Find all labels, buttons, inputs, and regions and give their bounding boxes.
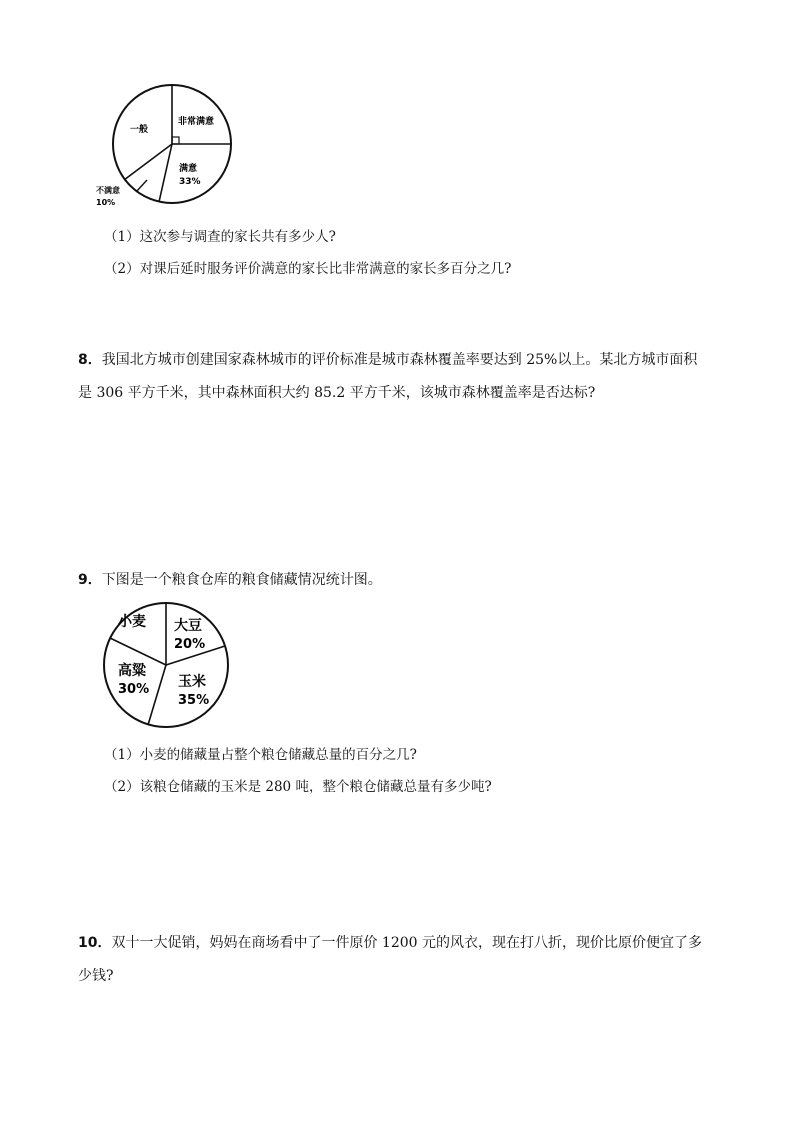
question-number: 8．: [78, 352, 102, 368]
question-number: 10．: [78, 935, 112, 951]
grain-storage-pie-chart: [100, 598, 235, 735]
question-10-line2: 少钱?: [78, 968, 114, 984]
q9-subquestion-2: （2）该粮仓储藏的玉米是 280 吨，整个粮仓储藏总量有多少吨?: [104, 779, 492, 795]
question-text-line1: 我国北方城市创建国家森林城市的评价标准是城市森林覆盖率要达到 25%以上。某北方城市面积: [101, 352, 698, 368]
question-9: [78, 566, 382, 594]
slice-label-satisfied: 满意: [179, 164, 198, 174]
slice-label-sorghum: 高粱: [118, 663, 146, 679]
slice-value-dissatisfied: 10%: [96, 198, 116, 207]
slice-label-corn: 玉米: [178, 674, 206, 690]
slice-label-very-satisfied: 非常满意: [178, 117, 215, 127]
satisfaction-pie-chart: [90, 80, 240, 215]
q7-subquestion-2: （2）对课后延时服务评价满意的家长比非常满意的家长多百分之几?: [104, 261, 512, 277]
slice-label-wheat: 小麦: [118, 614, 146, 630]
question-8: [78, 346, 738, 374]
question-10: [78, 929, 738, 957]
slice-label-dissatisfied: 不满意: [96, 186, 120, 195]
slice-label-soybean: 大豆: [174, 618, 202, 634]
slice-value-soybean: 20%: [174, 637, 206, 652]
slice-label-average: 一般: [130, 125, 149, 135]
question-number: 9．: [78, 572, 102, 588]
question-text-line1: 双十一大促销，妈妈在商场看中了一件原价 1200 元的风衣，现在打八折，现价比原价便宜了多: [111, 935, 703, 951]
q7-subquestion-1: （1）这次参与调查的家长共有多少人?: [104, 229, 336, 245]
slice-value-corn: 35%: [178, 693, 210, 708]
slice-value-satisfied: 33%: [179, 177, 201, 187]
q9-subquestion-1: （1）小麦的储藏量占整个粮仓储藏总量的百分之几?: [104, 747, 417, 763]
slice-value-sorghum: 30%: [118, 682, 150, 697]
question-8-line2: 是 306 平方千米，其中森林面积大约 85.2 平方千米，该城市森林覆盖率是否达标?: [78, 385, 596, 401]
question-text: 下图是一个粮食仓库的粮食储藏情况统计图。: [101, 572, 382, 588]
